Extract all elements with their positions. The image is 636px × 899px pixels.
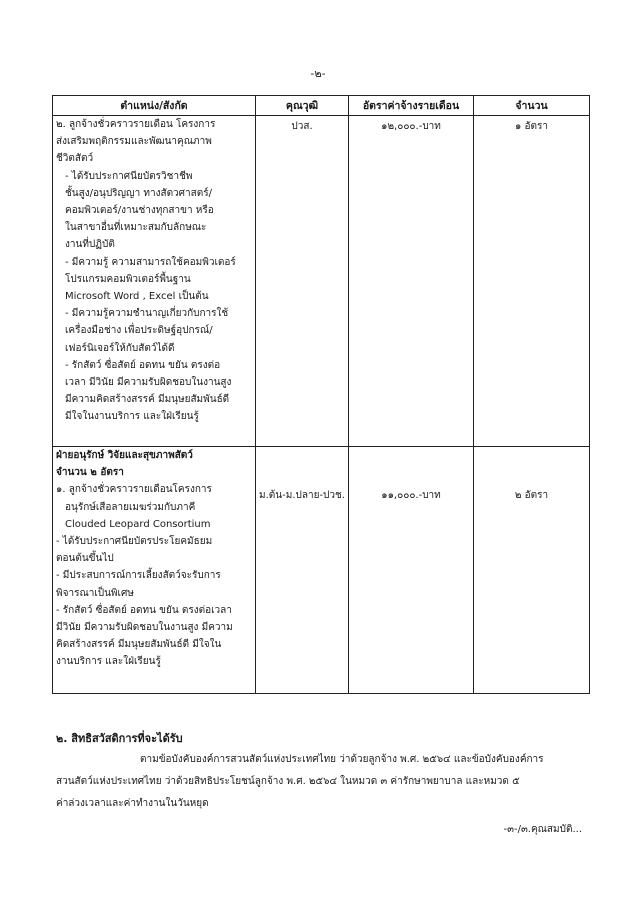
paragraph-line: ค่าล่วงเวลาและค่าทำงานในวันหยุด: [56, 798, 209, 809]
position-line: เครื่องมือช่าง เพื่อประดิษฐ์อุปกรณ์/: [65, 325, 213, 337]
position-line: ชั้นสูง/อนุปริญญา ทางสัตวศาสตร์/: [65, 187, 212, 199]
qualification-cell: ปวส.: [256, 116, 349, 447]
header-position: ตำแหน่ง/สังกัด: [53, 96, 256, 116]
position-line: คอมพิวเตอร์/งานช่างทุกสาขา หรือ: [65, 205, 214, 217]
salary-cell: ๑๑,๐๐๐.-บาท: [349, 447, 474, 694]
header-count: จำนวน: [474, 96, 590, 116]
section-title: ฝ่ายอนุรักษ์ วิจัยและสุขภาพสัตว์: [56, 450, 193, 461]
position-line: ส่งเสริมพฤติกรรมและพัฒนาคุณภาพ: [56, 136, 212, 148]
position-line: เฟอร์นิเจอร์ให้กับสัตว์ได้ดี: [65, 342, 175, 354]
position-line: มีความคิดสร้างสรรค์ มีมนุษยสัมพันธ์ดี: [65, 394, 230, 406]
position-line: งานที่ปฏิบัติ: [65, 239, 115, 251]
qualification-cell: ม.ต้น-ม.ปลาย-ปวช.: [256, 447, 349, 694]
table-row: [53, 116, 590, 447]
page-number: -๒-: [310, 67, 326, 80]
position-line: - ได้รับประกาศนียบัตรวิชาชีพ: [65, 170, 193, 182]
position-line: - ได้รับประกาศนียบัตรประโยคมัธยม: [56, 536, 213, 548]
position-line: ในสาขาอื่นที่เหมาะสมกับลักษณะ: [65, 222, 207, 234]
table-row: [53, 447, 590, 694]
position-cell: [53, 447, 256, 694]
position-line: คิดสร้างสรรค์ มีมนุษยสัมพันธ์ดี มีใจใน: [56, 639, 222, 651]
position-line: - มีความรู้ความชำนาญเกี่ยวกับการใช้: [65, 308, 229, 320]
position-line: - มีความรู้ ความสามารถใช้คอมพิวเตอร์: [65, 256, 236, 268]
position-line: งานบริการ และใฝ่เรียนรู้: [56, 656, 161, 668]
position-line: - รักสัตว์ ซื่อสัตย์ อดทน ขยัน ตรงต่อ: [65, 359, 221, 371]
count-cell: ๒ อัตรา: [474, 447, 590, 694]
position-line: อนุรักษ์เสือลายเมฆร่วมกับภาคี: [65, 501, 196, 513]
position-line: ๒. ลูกจ้างชั่วคราวรายเดือน โครงการ: [56, 119, 216, 130]
count-cell: ๑ อัตรา: [474, 116, 590, 447]
position-line: ตอนต้นขึ้นไป: [56, 553, 114, 565]
job-table: [52, 95, 590, 694]
position-cell: [53, 116, 256, 447]
position-line: มีวินัย มีความรับผิดชอบในงานสูง มีความ: [56, 622, 233, 634]
position-line: มีใจในงานบริการ และใฝ่เรียนรู้: [65, 411, 199, 423]
continued-marker: -๓-/๓.คุณสมบัติ...: [503, 824, 582, 835]
position-line: Clouded Leopard Consortium: [65, 518, 211, 530]
paragraph-line: สวนสัตว์แห่งประเทศไทย ว่าด้วยสิทธิประโยชน์ลูกจ้าง พ.ศ. ๒๕๖๔ ในหมวด ๓ ค่ารักษาพยาบาล และหมวด ๕: [56, 776, 520, 787]
header-salary: อัตราค่าจ้างรายเดือน: [349, 96, 474, 116]
position-line: โปรแกรมคอมพิวเตอร์พื้นฐาน: [65, 273, 191, 285]
position-line: - มีประสบการณ์การเลี้ยงสัตว์จะรับการ: [56, 570, 221, 582]
position-line: เวลา มีวินัย มีความรับผิดชอบในงานสูง: [65, 377, 232, 389]
section-heading: ๒. สิทธิสวัสดิการที่จะได้รับ: [56, 732, 183, 745]
section-count: จำนวน ๒ อัตรา: [56, 467, 124, 479]
position-line: Microsoft Word , Excel เป็นต้น: [65, 291, 209, 303]
salary-cell: ๑๒,๐๐๐.-บาท: [349, 116, 474, 447]
table-header-row: [53, 96, 590, 116]
paragraph-line: ตามข้อบังคับองค์การสวนสัตว์แห่งประเทศไทย ว่าด้วยลูกจ้าง พ.ศ. ๒๕๖๔ และข้อบังคับองค์การ: [140, 754, 544, 765]
position-line: พิจารณาเป็นพิเศษ: [56, 587, 134, 599]
position-line: ชีวิตสัตว์: [56, 153, 94, 165]
position-line: - รักสัตว์ ซื่อสัตย์ อดทน ขยัน ตรงต่อเวลา: [56, 604, 232, 616]
position-line: ๑. ลูกจ้างชั่วคราวรายเดือนโครงการ: [56, 484, 212, 496]
header-qualification: คุณวุฒิ: [256, 96, 349, 116]
